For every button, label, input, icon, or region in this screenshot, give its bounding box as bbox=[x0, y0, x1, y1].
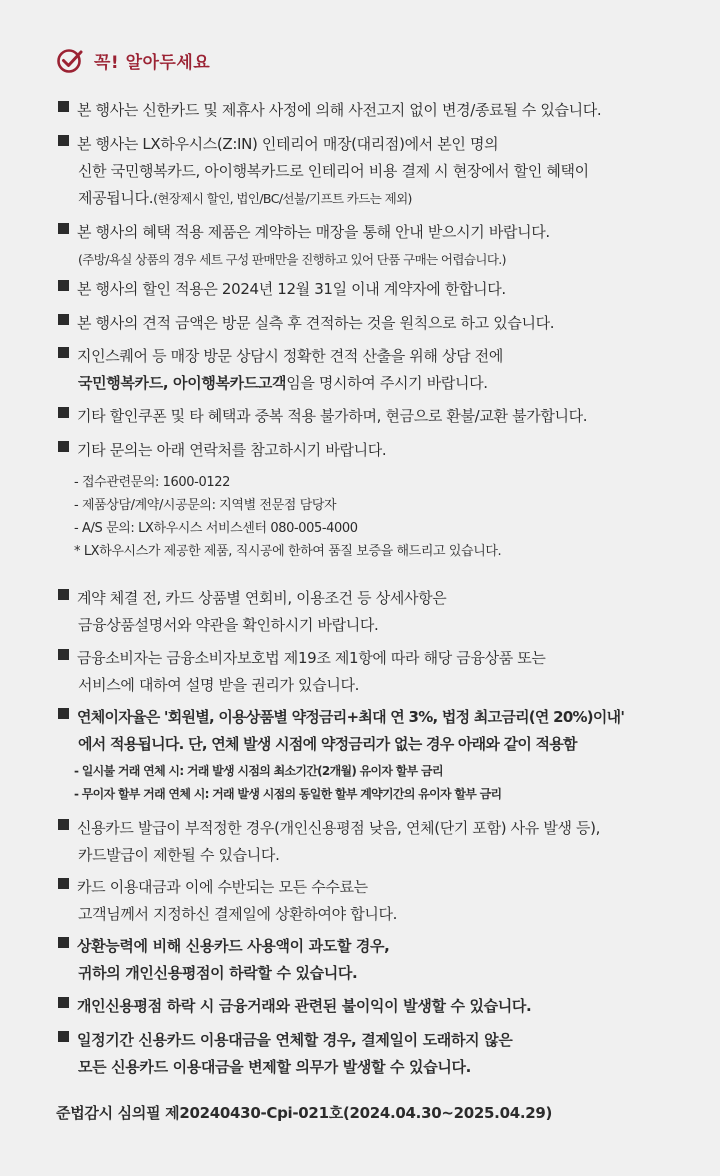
contact-line: - A/S 문의: LX하우시스 서비스센터 080-005-4000 bbox=[74, 521, 358, 536]
notice-item bbox=[58, 403, 698, 430]
notice-text: 본 행사의 할인 적용은 2024년 12월 31일 이내 계약자에 한합니다. bbox=[77, 280, 506, 298]
overdue-sub-line: - 일시불 거래 연체 시: 거래 발생 시점의 최소기간(2개월) 유이자 할부 금리 bbox=[74, 764, 443, 778]
notice-text-main: 임을 명시하여 주시기 바랍니다. bbox=[286, 374, 488, 392]
contact-note: * LX하우시스가 제공한 제품, 직시공에 한하여 품질 보증을 해드리고 있습니다. bbox=[74, 544, 502, 559]
bullet-square bbox=[58, 314, 69, 325]
notice-text: 지인스퀘어 등 매장 방문 상담시 정확한 견적 산출을 위해 상담 전에 bbox=[77, 347, 503, 365]
overdue-sub-line: - 무이자 할부 거래 연체 시: 거래 발생 시점의 동일한 할부 계약기간의 유이자 할부 금리 bbox=[74, 787, 502, 801]
card-names-emphasis: 국민행복카드, 아이행복카드고객 bbox=[78, 374, 287, 392]
notice-text: 기타 할인쿠폰 및 타 혜택과 중복 적용 불가하며, 현금으로 환불/교환 불가합니다. bbox=[77, 407, 588, 425]
notice-text: 기타 문의는 아래 연락처를 참고하시기 바랍니다. bbox=[77, 441, 387, 459]
notice-item bbox=[58, 219, 698, 273]
bullet-square bbox=[58, 997, 69, 1008]
notice-item bbox=[58, 645, 698, 699]
notice-text: 고객님께서 지정하신 결제일에 상환하여야 합니다. bbox=[78, 905, 398, 923]
bullet-square bbox=[58, 223, 69, 234]
notice-text-note: (현장제시 할인, 법인/BC/선불/기프트 카드는 제외) bbox=[153, 191, 412, 206]
notice-header bbox=[56, 46, 210, 74]
bullet-square bbox=[58, 101, 69, 112]
notice-text: 서비스에 대하여 설명 받을 권리가 있습니다. bbox=[78, 676, 360, 694]
notice-text: 신한 국민행복카드, 아이행복카드로 인테리어 비용 결제 시 현장에서 할인 혜택이 bbox=[78, 162, 589, 180]
notice-text bbox=[58, 185, 698, 212]
bullet-square bbox=[58, 441, 69, 452]
notice-text: 모든 신용카드 이용대금을 변제할 의무가 발생할 수 있습니다. bbox=[78, 1058, 471, 1076]
notice-item bbox=[58, 585, 698, 639]
compliance-footer: 준법감시 심의필 제20240430-Cpi-021호(2024.04.30~2025.04.29) bbox=[56, 1104, 553, 1122]
notice-item bbox=[58, 343, 698, 397]
notice-text: 카드 이용대금과 이에 수반되는 모든 수수료는 bbox=[77, 878, 368, 896]
bullet-square bbox=[58, 589, 69, 600]
notice-text: 에서 적용됩니다. 단, 연체 발생 시점에 약정금리가 없는 경우 아래와 같이 적용함 bbox=[78, 735, 577, 753]
notice-item bbox=[58, 131, 698, 212]
notice-item bbox=[58, 993, 698, 1020]
bullet-square bbox=[58, 280, 69, 291]
notice-text: 본 행사는 신한카드 및 제휴사 사정에 의해 사전고지 없이 변경/종료될 수 있습니다. bbox=[77, 101, 602, 119]
notice-item bbox=[58, 1027, 698, 1081]
bullet-square bbox=[58, 1031, 69, 1042]
contact-list bbox=[74, 471, 694, 563]
notice-text: 금융소비자는 금융소비자보호법 제19조 제1항에 따라 해당 금융상품 또는 bbox=[77, 649, 546, 667]
contact-line: - 접수관련문의: 1600-0122 bbox=[74, 475, 230, 490]
notice-item bbox=[58, 310, 698, 337]
notice-text-main: 제공됩니다. bbox=[78, 189, 154, 207]
notice-item bbox=[58, 815, 698, 869]
notice-item bbox=[58, 933, 698, 987]
notice-text: 계약 체결 전, 카드 상품별 연회비, 이용조건 등 상세사항은 bbox=[77, 589, 447, 607]
bullet-square bbox=[58, 708, 69, 719]
bullet-square bbox=[58, 407, 69, 418]
contact-line: - 제품상담/계약/시공문의: 지역별 전문점 담당자 bbox=[74, 498, 337, 513]
overdue-sub-list bbox=[74, 760, 694, 806]
notice-text bbox=[58, 370, 698, 397]
bullet-square bbox=[58, 937, 69, 948]
bullet-square bbox=[58, 878, 69, 889]
notice-text: 귀하의 개인신용평점이 하락할 수 있습니다. bbox=[78, 964, 358, 982]
notice-text: 연체이자율은 '회원별, 이용상품별 약정금리+최대 연 3%, 법정 최고금리(연 20%)이내' bbox=[77, 708, 625, 726]
notice-text: 본 행사는 LX하우시스(Z:IN) 인테리어 매장(대리점)에서 본인 명의 bbox=[77, 135, 499, 153]
notice-item bbox=[58, 276, 698, 303]
bullet-square bbox=[58, 135, 69, 146]
bullet-square bbox=[58, 347, 69, 358]
notice-item bbox=[58, 97, 698, 124]
notice-item bbox=[58, 874, 698, 928]
bullet-square bbox=[58, 819, 69, 830]
notice-text: 상환능력에 비해 신용카드 사용액이 과도할 경우, bbox=[77, 937, 390, 955]
bullet-square bbox=[58, 649, 69, 660]
check-circle-icon bbox=[56, 46, 84, 74]
notice-text: 신용카드 발급이 부적정한 경우(개인신용평점 낮음, 연체(단기 포함) 사유 발생 등), bbox=[77, 819, 601, 837]
notice-text: 카드발급이 제한될 수 있습니다. bbox=[78, 846, 280, 864]
notice-text: 본 행사의 견적 금액은 방문 실측 후 견적하는 것을 원칙으로 하고 있습니다. bbox=[77, 314, 555, 332]
notice-item bbox=[58, 437, 698, 464]
notice-title: 꼭! 알아두세요 bbox=[94, 52, 211, 73]
notice-text: 본 행사의 혜택 적용 제품은 계약하는 매장을 통해 안내 받으시기 바랍니다. bbox=[77, 223, 550, 241]
notice-text: 금융상품설명서와 약관을 확인하시기 바랍니다. bbox=[78, 616, 379, 634]
notice-text: 개인신용평점 하락 시 금융거래와 관련된 불이익이 발생할 수 있습니다. bbox=[77, 997, 532, 1015]
notice-text-note: (주방/욕실 상품의 경우 세트 구성 판매만을 진행하고 있어 단품 구매는 어렵습니다.) bbox=[78, 252, 506, 267]
notice-item bbox=[58, 704, 698, 758]
notice-text: 일정기간 신용카드 이용대금을 연체할 경우, 결제일이 도래하지 않은 bbox=[77, 1031, 513, 1049]
